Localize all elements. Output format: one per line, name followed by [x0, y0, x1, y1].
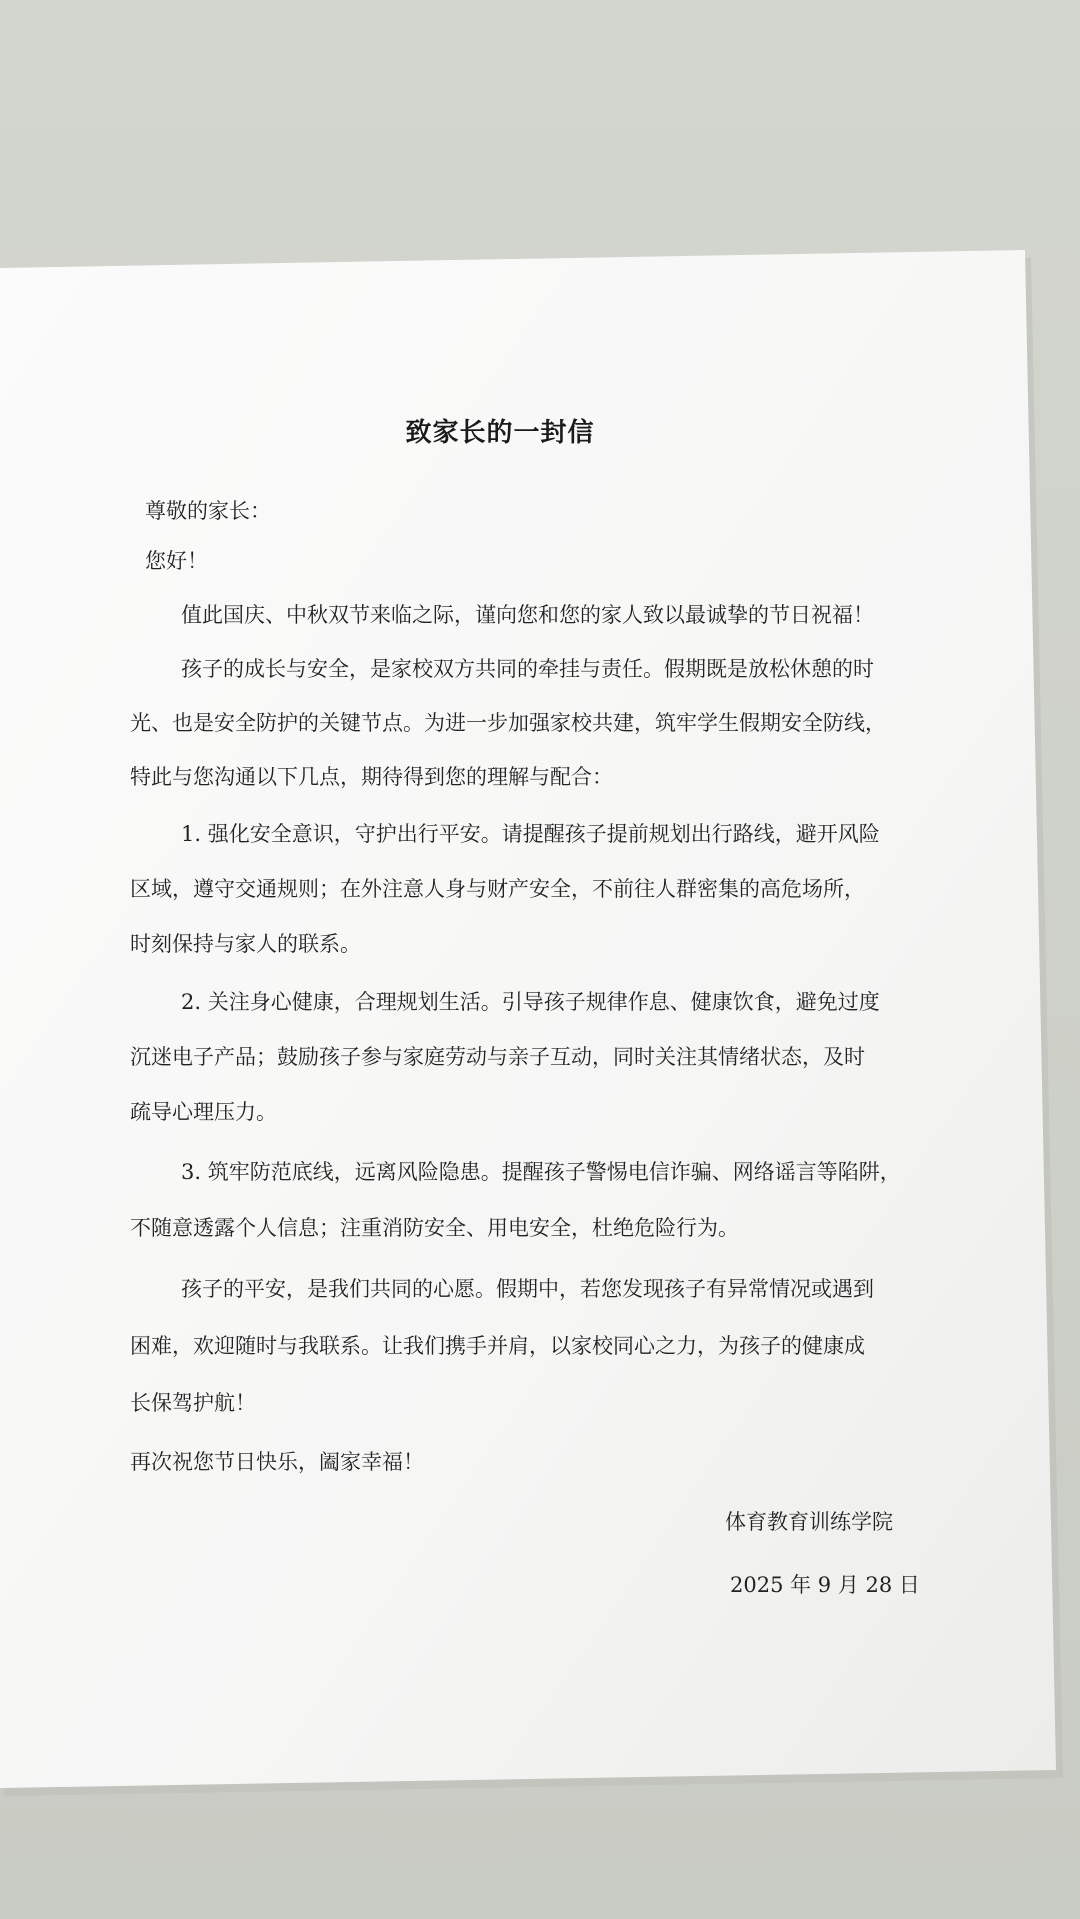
paragraph-line: 孩子的成长与安全，是家校双方共同的牵挂与责任。假期既是放松休憩的时 [181, 657, 874, 681]
list-item-line: 区域，遵守交通规则；在外注意人身与财产安全，不前往人群密集的高危场所， [130, 877, 865, 901]
letter-title: 致家长的一封信 [405, 418, 595, 448]
list-item-line: 时刻保持与家人的联系。 [130, 932, 361, 956]
list-item-line: 疏导心理压力。 [130, 1100, 277, 1124]
list-item-line: 3. 筑牢防范底线，远离风险隐患。提醒孩子警惕电信诈骗、网络谣言等陷阱， [181, 1160, 901, 1184]
paragraph-blessing: 值此国庆、中秋双节来临之际，谨向您和您的家人致以最诚挚的节日祝福！ [181, 603, 874, 627]
list-item-line: 2. 关注身心健康，合理规划生活。引导孩子规律作息、健康饮食，避免过度 [181, 990, 880, 1014]
salutation: 尊敬的家长： [145, 499, 271, 523]
list-item-line: 不随意透露个人信息；注重消防安全、用电安全，杜绝危险行为。 [130, 1216, 739, 1240]
signature: 体育教育训练学院 [725, 1510, 893, 1534]
paragraph-line: 光、也是安全防护的关键节点。为进一步加强家校共建，筑牢学生假期安全防线， [130, 711, 886, 735]
paragraph-line: 孩子的平安，是我们共同的心愿。假期中，若您发现孩子有异常情况或遇到 [181, 1277, 874, 1301]
greeting: 您好！ [145, 549, 208, 573]
list-item-line: 沉迷电子产品；鼓励孩子参与家庭劳动与亲子互动，同时关注其情绪状态，及时 [130, 1045, 865, 1069]
letter-date: 2025 年 9 月 28 日 [730, 1573, 920, 1597]
paragraph-line: 特此与您沟通以下几点，期待得到您的理解与配合： [130, 765, 613, 789]
paragraph-line: 长保驾护航！ [130, 1391, 256, 1415]
paragraph-line: 困难，欢迎随时与我联系。让我们携手并肩，以家校同心之力，为孩子的健康成 [130, 1334, 865, 1358]
list-item-line: 1. 强化安全意识，守护出行平安。请提醒孩子提前规划出行路线，避开风险 [181, 822, 880, 846]
closing: 再次祝您节日快乐，阖家幸福！ [130, 1450, 424, 1474]
